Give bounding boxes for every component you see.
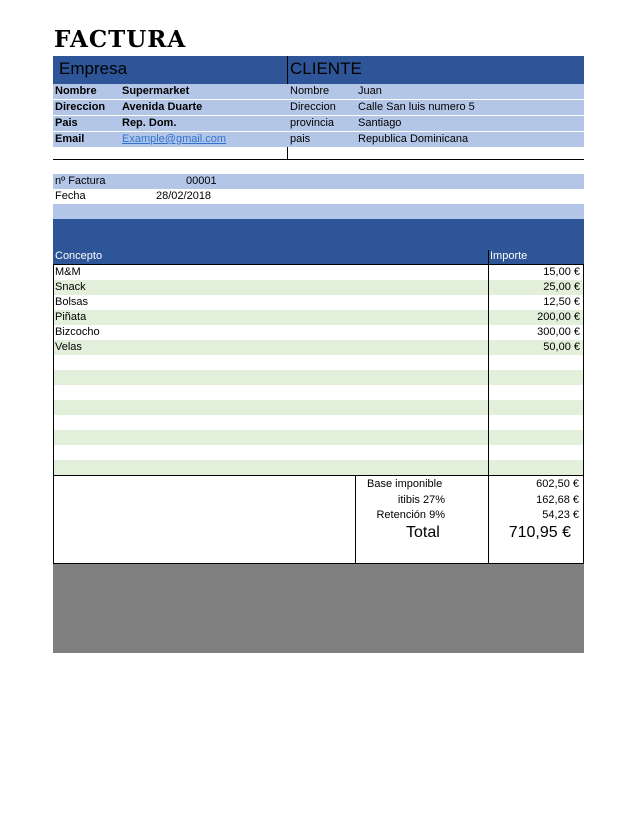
- concepto-cell: Velas: [55, 341, 82, 353]
- empresa-value: Supermarket: [122, 85, 190, 97]
- table-row: [54, 385, 583, 400]
- empresa-label: Direccion: [55, 101, 106, 113]
- itibis-label: itibis: [397, 494, 420, 506]
- table-row: [54, 445, 583, 460]
- header-bar: [53, 56, 584, 84]
- importe-cell: 25,00 €: [543, 281, 580, 293]
- table-row: [54, 430, 583, 445]
- items-table: [53, 264, 584, 476]
- importe-header: Importe: [490, 250, 528, 262]
- band: [53, 219, 584, 249]
- column-divider: [488, 250, 489, 476]
- table-row: [54, 370, 583, 385]
- party-row: [53, 115, 584, 131]
- retencion-label: Retención: [376, 509, 427, 521]
- fecha-row: [53, 189, 584, 204]
- party-row: [53, 84, 584, 99]
- retencion-value: 54,23 €: [542, 509, 579, 521]
- fecha-value: 28/02/2018: [156, 190, 212, 202]
- cliente-value: Santiago: [358, 117, 402, 129]
- base-value: 602,50 €: [536, 478, 579, 490]
- cliente-value: Juan: [358, 85, 382, 97]
- cliente-value: Calle San luis numero 5: [358, 101, 475, 113]
- empresa-header: Empresa: [59, 59, 128, 78]
- table-row: [54, 340, 583, 355]
- itibis-value: 162,68 €: [536, 494, 579, 506]
- importe-cell: 300,00 €: [537, 326, 580, 338]
- divider-line: [53, 159, 584, 160]
- party-row: [53, 131, 584, 147]
- importe-cell: 200,00 €: [537, 311, 580, 323]
- concepto-cell: M&M: [55, 266, 81, 278]
- base-label: Base imponible: [367, 478, 443, 490]
- factura-number-label: nº Factura: [55, 175, 106, 187]
- footer-block: [53, 564, 584, 653]
- totals-box: [53, 476, 584, 564]
- cliente-label: Nombre: [290, 85, 330, 97]
- table-row: [54, 280, 583, 295]
- cliente-header: CLIENTE: [290, 59, 362, 78]
- itibis-line: [398, 494, 445, 506]
- table-row: [54, 265, 583, 280]
- table-row: [54, 325, 583, 340]
- totals-divider-left: [355, 476, 356, 563]
- retencion-line: [376, 509, 445, 521]
- table-row: [54, 295, 583, 310]
- email-link[interactable]: Example@gmail.com: [122, 133, 227, 145]
- importe-cell: 15,00 €: [543, 266, 580, 278]
- empresa-value: Rep. Dom.: [122, 117, 177, 129]
- totals-divider-right: [488, 476, 489, 563]
- total-label: Total: [406, 524, 440, 541]
- factura-number-value: 00001: [186, 175, 217, 187]
- cliente-label: pais: [290, 133, 311, 145]
- concepto-cell: Bizcocho: [55, 326, 100, 338]
- empresa-label: Email: [55, 133, 85, 145]
- empresa-label: Pais: [55, 117, 78, 129]
- fecha-label: Fecha: [55, 190, 86, 202]
- importe-cell: 12,50 €: [543, 296, 580, 308]
- concepto-cell: Snack: [55, 281, 86, 293]
- empresa-value: Avenida Duarte: [122, 101, 203, 113]
- itibis-pct: 27%: [422, 494, 445, 506]
- concepto-cell: Piñata: [55, 311, 87, 323]
- cliente-label: Direccion: [290, 101, 336, 113]
- table-row: [54, 310, 583, 325]
- retencion-pct: 9%: [429, 509, 445, 521]
- table-row: [54, 415, 583, 430]
- concepto-cell: Bolsas: [55, 296, 89, 308]
- table-row: [54, 355, 583, 370]
- concepto-header: Concepto: [55, 250, 103, 262]
- items-header: [53, 249, 584, 264]
- factura-number-row: [53, 174, 584, 189]
- party-row: [53, 99, 584, 115]
- invoice-title: FACTURA: [54, 26, 187, 53]
- cliente-value: Republica Dominicana: [358, 133, 469, 145]
- blank-row: [53, 204, 584, 219]
- table-row: [54, 460, 583, 475]
- table-row: [54, 400, 583, 415]
- cliente-label: provincia: [290, 117, 335, 129]
- party-block: [53, 84, 584, 147]
- importe-cell: 50,00 €: [543, 341, 580, 353]
- empresa-label: Nombre: [55, 85, 97, 97]
- total-value: 710,95 €: [508, 524, 571, 541]
